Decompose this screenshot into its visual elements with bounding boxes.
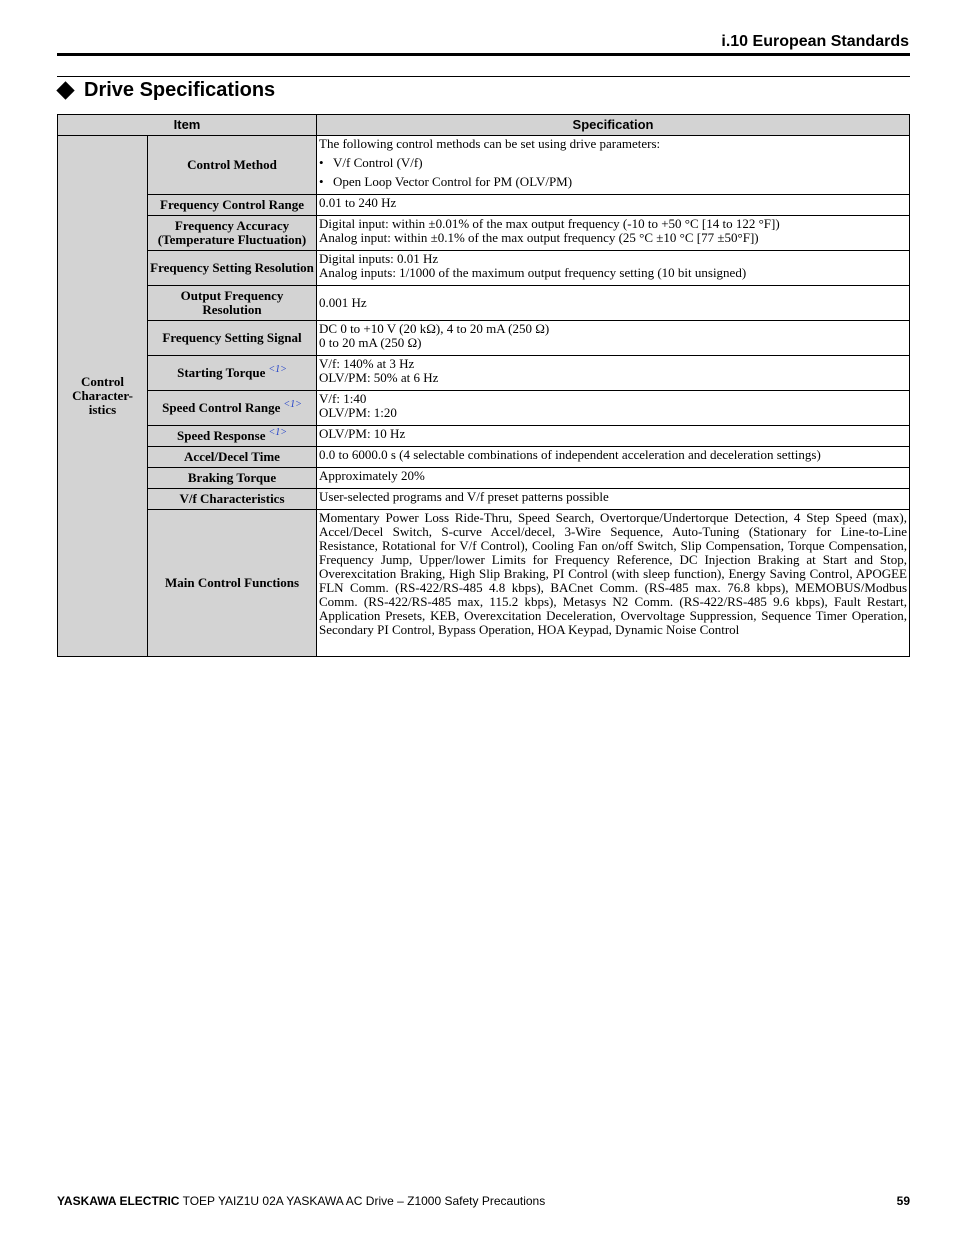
footer-brand: YASKAWA ELECTRIC: [57, 1194, 180, 1208]
item-cell: [148, 391, 317, 426]
category-label: Control Character- istics: [72, 374, 133, 417]
spec-line: 0.001 Hz: [319, 295, 367, 310]
table-row: [58, 510, 910, 657]
header-rule-thin: [57, 76, 910, 77]
spec-line: OLV/PM: 10 Hz: [319, 426, 406, 441]
table-row: [58, 356, 910, 391]
spec-cell: [317, 468, 910, 489]
header-rule: [57, 53, 910, 56]
spec-cell: [317, 489, 910, 510]
page-footer: [57, 1194, 910, 1208]
table-row: [58, 251, 910, 286]
item-cell: Main Control Functions: [148, 510, 317, 657]
spec-cell: [317, 391, 910, 426]
item-cell: [148, 426, 317, 447]
spec-cell: [317, 195, 910, 216]
spec-intro: The following control methods can be set using drive parameters:: [319, 136, 661, 151]
spec-cell: [317, 510, 910, 657]
spec-cell: [317, 356, 910, 391]
spec-line: 0.01 to 240 Hz: [319, 195, 397, 210]
spec-bullet: • Open Loop Vector Control for PM (OLV/PM): [319, 175, 907, 189]
category-cell: [58, 136, 148, 657]
spec-line: Analog input: within ±0.1% of the max output frequency (25 °C ±10 °C [77 ±50°F]): [319, 230, 759, 245]
page-title-text: Drive Specifications: [84, 79, 276, 101]
spec-line: Momentary Power Loss Ride-Thru, Speed Search, Overtorque/Undertorque Detection, 4 Step Speed (max), Accel/Decel Switch, S-curve Accel/decel, 3-Wire Sequence, Auto-Tuning (Stationary for Line-to-Line Resistance, Rotational for V/f Control), Cooling Fan on/off Switch, Slip Compensation, Torque Compensation, Frequency Jump, Upper/lower Limits for Frequency Reference, DC Injection Braking at Start and Stop, Overexcitation Braking, High Slip Braking, PI Control (with sleep function), Energy Saving Control, APOGEE FLN Comm. (RS-422/RS-485 4.8 kbps), BACnet Comm. (RS-485 max. 76.8 kbps), MEMOBUS/Modbus Comm. (RS-422/RS-485 max, 115.2 kbps), Metasys N2 Comm. (RS-422/RS-485 9.6 kbps), Fault Restart, Application Presets, KEB, Overexcitation Deceleration, Overvoltage Suppression, Sequence Timer Operation, Secondary PI Control, Bypass Operation, HOA Keypad, Dynamic Noise Control: [319, 510, 907, 637]
table-row: [58, 195, 910, 216]
spec-line: V/f: 140% at 3 Hz: [319, 356, 415, 371]
page-title: [57, 79, 275, 102]
item-cell: Braking Torque: [148, 468, 317, 489]
table-row: [58, 216, 910, 251]
table-row: [58, 136, 910, 195]
item-cell: Frequency Setting Resolution: [148, 251, 317, 286]
item-label: Speed Control Range: [162, 400, 281, 415]
table-header-row: [58, 115, 910, 136]
table-row: [58, 391, 910, 426]
item-cell: Control Method: [148, 136, 317, 195]
page-number: 59: [896, 1194, 910, 1208]
col-header-item: Item: [58, 115, 317, 136]
spec-line: 0 to 20 mA (250 Ω): [319, 335, 422, 350]
table-row: [58, 426, 910, 447]
spec-cell: [317, 426, 910, 447]
spec-cell: [317, 251, 910, 286]
item-cell: V/f Characteristics: [148, 489, 317, 510]
footnote-ref-link[interactable]: <1>: [268, 363, 287, 375]
spec-line: DC 0 to +10 V (20 kΩ), 4 to 20 mA (250 Ω): [319, 321, 550, 336]
col-header-specification: Specification: [317, 115, 910, 136]
table-row: [58, 468, 910, 489]
spec-line: User-selected programs and V/f preset patterns possible: [319, 489, 609, 504]
item-label: Starting Torque: [177, 365, 266, 380]
spec-line: Digital input: within ±0.01% of the max output frequency (-10 to +50 °C [14 to 122 °F]): [319, 216, 780, 231]
spec-cell: [317, 136, 910, 195]
diamond-bullet-icon: [56, 81, 74, 99]
table-row: [58, 447, 910, 468]
table-row: [58, 489, 910, 510]
spec-bullet: • V/f Control (V/f): [319, 156, 907, 170]
table-row: [58, 286, 910, 321]
spec-cell: [317, 321, 910, 356]
item-cell: [148, 356, 317, 391]
item-label: Speed Response: [177, 428, 266, 443]
table-row: [58, 321, 910, 356]
item-cell: Frequency Setting Signal: [148, 321, 317, 356]
specifications-table: [57, 114, 910, 657]
spec-line: Digital inputs: 0.01 Hz: [319, 251, 439, 266]
spec-line: OLV/PM: 1:20: [319, 405, 397, 420]
spec-line: 0.0 to 6000.0 s (4 selectable combinations of independent acceleration and deceleration settings): [319, 447, 821, 462]
footnote-ref-link[interactable]: <1>: [283, 398, 302, 410]
spec-line: Analog inputs: 1/1000 of the maximum output frequency setting (10 bit unsigned): [319, 265, 747, 280]
spec-cell: [317, 447, 910, 468]
spec-line: Approximately 20%: [319, 468, 425, 483]
item-cell: Frequency Control Range: [148, 195, 317, 216]
spec-cell: [317, 286, 910, 321]
item-cell: Frequency Accuracy (Temperature Fluctuation): [148, 216, 317, 251]
item-cell: Output Frequency Resolution: [148, 286, 317, 321]
spec-line: OLV/PM: 50% at 6 Hz: [319, 370, 439, 385]
item-cell: Accel/Decel Time: [148, 447, 317, 468]
spec-cell: [317, 216, 910, 251]
footer-doc-title: TOEP YAIZ1U 02A YASKAWA AC Drive – Z1000 Safety Precautions: [179, 1194, 546, 1208]
section-header: i.10 European Standards: [721, 33, 909, 50]
footer-doc-info: [57, 1194, 545, 1208]
spec-line: V/f: 1:40: [319, 391, 367, 406]
footnote-ref-link[interactable]: <1>: [268, 426, 287, 438]
